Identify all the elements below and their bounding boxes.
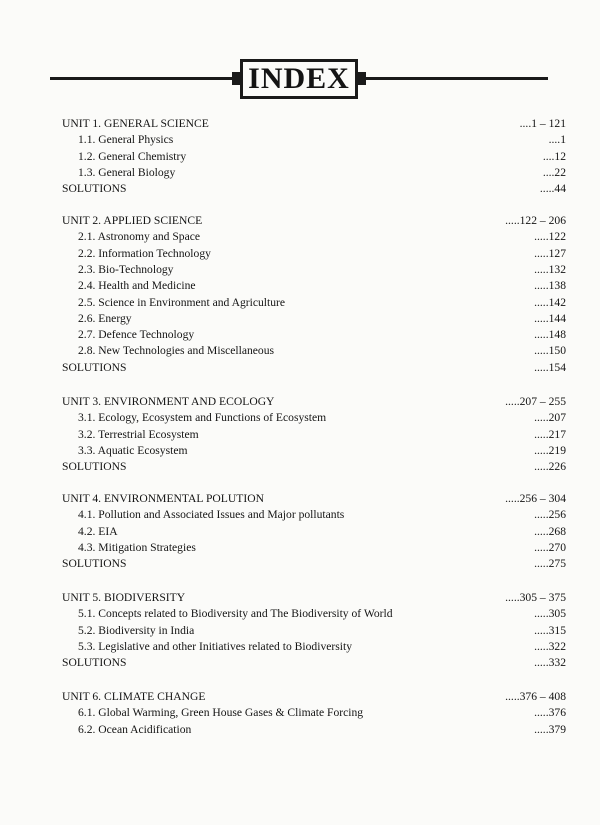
index-entry-label: 6.2. Ocean Acidification (78, 722, 192, 736)
index-entry[interactable] (0, 606, 600, 622)
unit-heading[interactable] (0, 213, 600, 229)
unit-heading[interactable] (0, 116, 600, 132)
unit-heading[interactable] (0, 590, 600, 606)
unit-heading[interactable] (0, 491, 600, 507)
index-entry-page: .....127 (534, 246, 566, 260)
index-entry-page: ....22 (542, 165, 566, 179)
index-entry[interactable] (0, 327, 600, 343)
index-entry-page: .....268 (534, 524, 566, 538)
index-entry-label: 1.2. General Chemistry (78, 149, 187, 163)
unit-heading-label: UNIT 4. ENVIRONMENTAL POLUTION (62, 492, 264, 505)
solutions-entry[interactable] (0, 181, 600, 197)
index-entry-page: .....379 (534, 722, 566, 736)
unit-heading-label: UNIT 1. GENERAL SCIENCE (62, 117, 209, 130)
index-entry-label: 2.5. Science in Environment and Agriculture (78, 295, 286, 309)
index-entry-label: 4.2. EIA (78, 524, 118, 538)
index-entry-label: 5.3. Legislative and other Initiatives related to Biodiversity (78, 639, 352, 653)
index-entry-label: 1.1. General Physics (78, 133, 174, 147)
index-entry-label: 5.1. Concepts related to Biodiversity and The Biodiversity of World (78, 607, 393, 621)
unit-heading-page: ....1 – 121 (519, 117, 566, 130)
unit-heading-label: UNIT 2. APPLIED SCIENCE (62, 214, 203, 227)
solutions-entry-label: SOLUTIONS (62, 360, 127, 374)
index-entry-page: .....376 (534, 706, 566, 720)
index-entry[interactable] (0, 343, 600, 359)
unit-heading-page: .....376 – 408 (505, 690, 566, 703)
solutions-entry-page: .....332 (534, 656, 566, 670)
index-entry-page: .....322 (534, 639, 566, 653)
solutions-entry-label: SOLUTIONS (62, 557, 127, 571)
index-entry-page: .....148 (534, 328, 566, 342)
index-entry-label: 3.3. Aquatic Ecosystem (78, 443, 188, 457)
index-entry-label: 3.2. Terrestrial Ecosystem (78, 427, 199, 441)
index-entry-label: 3.1. Ecology, Ecosystem and Functions of Ecosystem (78, 411, 327, 425)
index-entry[interactable] (0, 524, 600, 540)
index-entry-page: .....217 (534, 427, 566, 441)
index-entry[interactable] (0, 443, 600, 459)
solutions-entry[interactable] (0, 459, 600, 475)
solutions-entry[interactable] (0, 360, 600, 376)
solutions-entry-label: SOLUTIONS (62, 460, 127, 474)
index-entry[interactable] (0, 623, 600, 639)
index-entry-label: 4.3. Mitigation Strategies (78, 540, 196, 554)
index-entry-page: .....122 (534, 230, 566, 244)
index-entry-label: 2.8. New Technologies and Miscellaneous (78, 344, 275, 358)
solutions-entry[interactable] (0, 655, 600, 671)
index-entry[interactable] (0, 132, 600, 148)
index-entry[interactable] (0, 427, 600, 443)
solutions-entry-label: SOLUTIONS (62, 656, 127, 670)
index-entry-page: .....132 (534, 262, 566, 276)
solutions-entry-page: .....226 (534, 460, 566, 474)
index-entry-page: .....144 (534, 311, 566, 325)
index-entry[interactable] (0, 540, 600, 556)
index-entry[interactable] (0, 246, 600, 262)
index-entry[interactable] (0, 507, 600, 523)
index-entry-page: .....138 (534, 279, 566, 293)
unit-heading-page: .....122 – 206 (505, 214, 566, 227)
index-entry-page: .....219 (534, 443, 566, 457)
index-entry[interactable] (0, 705, 600, 721)
index-entry-page: .....142 (534, 295, 566, 309)
index-entry-page: .....305 (534, 607, 566, 621)
solutions-entry-page: .....275 (534, 557, 566, 571)
index-entry-label: 2.3. Bio-Technology (78, 262, 174, 276)
unit-heading-label: UNIT 5. BIODIVERSITY (62, 591, 186, 604)
index-entry-page: ....1 (548, 133, 566, 147)
index-entry[interactable] (0, 639, 600, 655)
index-entry-label: 5.2. Biodiversity in India (78, 623, 195, 637)
solutions-entry[interactable] (0, 556, 600, 572)
index-entry-page: ....12 (542, 149, 566, 163)
index-entry-label: 2.4. Health and Medicine (78, 279, 196, 293)
unit-heading[interactable] (0, 394, 600, 410)
unit-heading-page: .....256 – 304 (505, 492, 566, 505)
index-entry-label: 6.1. Global Warming, Green House Gases & Climate Forcing (78, 706, 364, 720)
unit-heading[interactable] (0, 689, 600, 705)
index-entry[interactable] (0, 311, 600, 327)
index-entry-page: .....315 (534, 623, 566, 637)
index-entry-page: .....207 (534, 411, 566, 425)
page-title: INDEX (240, 59, 358, 99)
index-entry-label: 2.1. Astronomy and Space (78, 230, 201, 244)
index-entry-page: .....256 (534, 508, 566, 522)
solutions-entry-label: SOLUTIONS (62, 182, 127, 196)
index-entry[interactable] (0, 278, 600, 294)
unit-heading-page: .....207 – 255 (505, 395, 566, 408)
index-entry[interactable] (0, 149, 600, 165)
index-entry[interactable] (0, 229, 600, 245)
solutions-entry-page: .....154 (534, 360, 566, 374)
index-entry[interactable] (0, 410, 600, 426)
index-entry-page: .....270 (534, 540, 566, 554)
index-entry[interactable] (0, 165, 600, 181)
index-entry[interactable] (0, 295, 600, 311)
unit-heading-page: .....305 – 375 (505, 591, 566, 604)
index-entry[interactable] (0, 262, 600, 278)
index-entry-label: 2.7. Defence Technology (78, 328, 195, 342)
index-entry-page: .....150 (534, 344, 566, 358)
index-entry-label: 1.3. General Biology (78, 165, 176, 179)
index-entry-label: 2.2. Information Technology (78, 246, 211, 260)
unit-heading-label: UNIT 6. CLIMATE CHANGE (62, 690, 206, 703)
index-entry-label: 4.1. Pollution and Associated Issues and Major pollutants (78, 508, 345, 522)
index-entry-label: 2.6. Energy (78, 311, 132, 325)
index-entry[interactable] (0, 722, 600, 738)
solutions-entry-page: .....44 (539, 182, 566, 196)
unit-heading-label: UNIT 3. ENVIRONMENT AND ECOLOGY (62, 395, 275, 408)
